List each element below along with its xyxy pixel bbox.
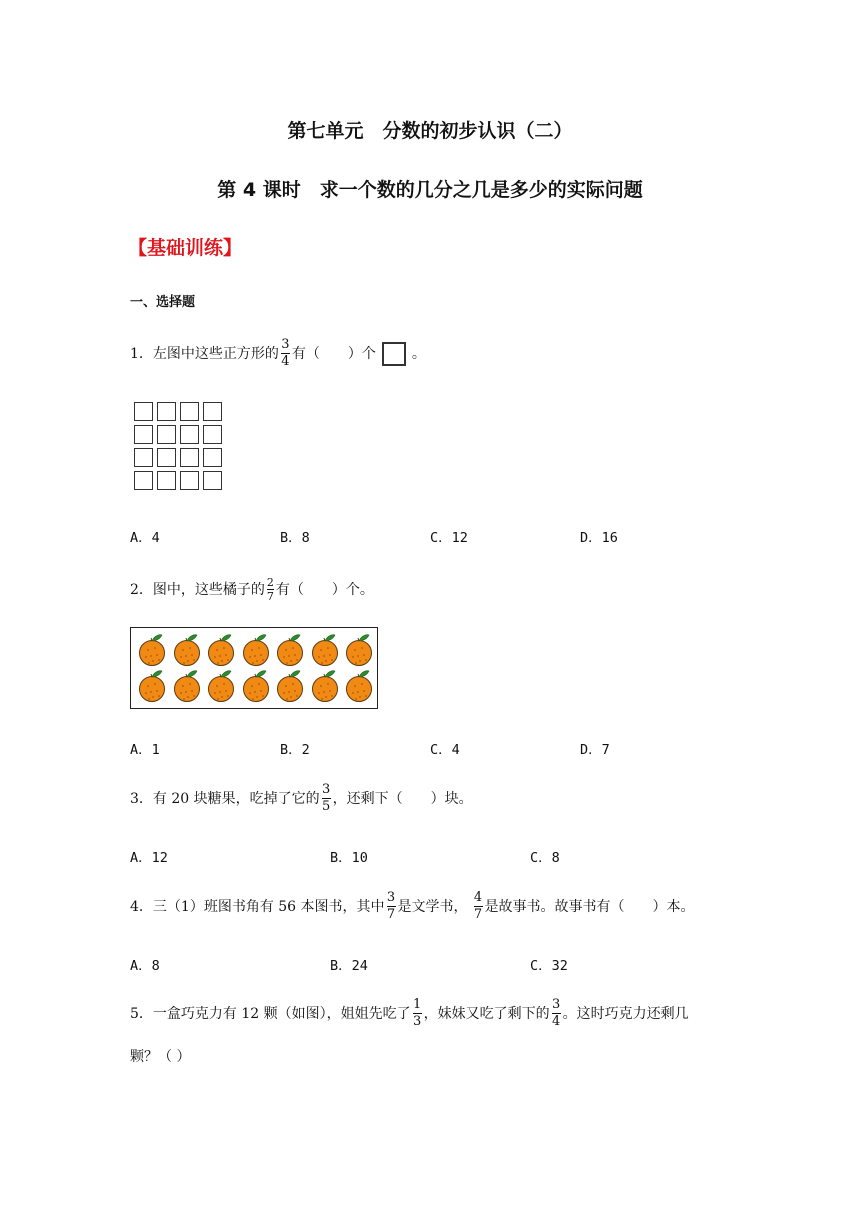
grid-square (157, 448, 176, 467)
orange-icon (170, 669, 203, 703)
question-text: 。 (411, 345, 426, 362)
option-a[interactable]: A．8 (130, 958, 160, 974)
orange-icon (273, 669, 306, 703)
question-2 (130, 577, 374, 602)
option-c[interactable]: C．4 (430, 742, 460, 758)
unit-title: 第七单元 分数的初步认识（二） (287, 120, 573, 142)
question-text: ，还剩下（ ）块。 (332, 790, 473, 807)
question-4 (130, 891, 695, 922)
option-b[interactable]: B．2 (280, 742, 310, 758)
fraction: $\frac{3}{5}$ (321, 782, 331, 814)
orange-icon (273, 633, 306, 667)
option-a[interactable]: A．1 (130, 742, 160, 758)
grid-square (180, 471, 199, 490)
practice-heading: 【基础训练】 (128, 237, 243, 259)
grid-square (134, 402, 153, 421)
section-heading: 一、选择题 (130, 295, 196, 310)
orange-icon (342, 669, 375, 703)
grid-square (180, 448, 199, 467)
fraction: $\frac{2}{7}$ (266, 576, 274, 603)
question-text: 4．三（1）班图书角有 56 本图书，其中 (130, 898, 385, 915)
question-text: ，妹妹又吃了剩下的 (423, 1005, 550, 1022)
fraction: $\frac{3}{4}$ (281, 337, 290, 369)
question-text: 5．一盒巧克力有 12 颗（如图），姐姐先吃了 (130, 1005, 411, 1022)
grid-square (134, 448, 153, 467)
grid-square (203, 402, 222, 421)
option-b[interactable]: B．8 (280, 530, 310, 546)
orange-icon (135, 633, 168, 667)
grid-square (180, 425, 199, 444)
grid-square (157, 425, 176, 444)
fraction: $\frac{3}{7}$ (386, 890, 396, 922)
question-1 (130, 338, 426, 369)
question-text: 是文学书， (397, 898, 468, 915)
grid-square (203, 425, 222, 444)
grid-square (180, 402, 199, 421)
option-c[interactable]: C．32 (530, 958, 568, 974)
orange-icon (308, 669, 341, 703)
question-text: 2．图中，这些橘子的 (130, 581, 265, 598)
question-text: 。这时巧克力还剩几 (562, 1005, 689, 1022)
fraction: $\frac{1}{3}$ (412, 997, 422, 1029)
fraction: $\frac{3}{4}$ (551, 997, 561, 1029)
question-5-line-2: 颗？（ ） (130, 1049, 191, 1065)
orange-icon (135, 669, 168, 703)
question-5 (130, 998, 689, 1029)
grid-square (157, 471, 176, 490)
fraction: $\frac{4}{7}$ (473, 890, 483, 922)
question-3 (130, 783, 473, 814)
question-text: 是故事书。故事书有（ ）本。 (484, 898, 695, 915)
grid-square (134, 471, 153, 490)
orange-icon (204, 633, 237, 667)
orange-icon (239, 669, 272, 703)
option-c[interactable]: C．8 (530, 850, 560, 866)
question-text: 有（ ）个。 (275, 581, 374, 598)
option-b[interactable]: B．10 (330, 850, 368, 866)
orange-icon (204, 669, 237, 703)
option-d[interactable]: D．16 (580, 530, 618, 546)
grid-square (203, 448, 222, 467)
question-text: 有（ ）个 (291, 345, 376, 362)
question-text: 3．有 20 块糖果，吃掉了它的 (130, 790, 320, 807)
question-text: 1．左图中这些正方形的 (130, 345, 279, 362)
square-icon (382, 342, 406, 366)
option-c[interactable]: C．12 (430, 530, 468, 546)
orange-icon (170, 633, 203, 667)
grid-square (157, 402, 176, 421)
grid-square (203, 471, 222, 490)
lesson-title: 第 4 课时 求一个数的几分之几是多少的实际问题 (217, 179, 643, 201)
orange-icon (342, 633, 375, 667)
orange-icon (308, 633, 341, 667)
square-grid-figure (134, 402, 222, 490)
option-b[interactable]: B．24 (330, 958, 368, 974)
option-d[interactable]: D．7 (580, 742, 610, 758)
grid-square (134, 425, 153, 444)
option-a[interactable]: A．4 (130, 530, 160, 546)
orange-icon (239, 633, 272, 667)
oranges-figure (130, 627, 378, 709)
option-a[interactable]: A．12 (130, 850, 168, 866)
